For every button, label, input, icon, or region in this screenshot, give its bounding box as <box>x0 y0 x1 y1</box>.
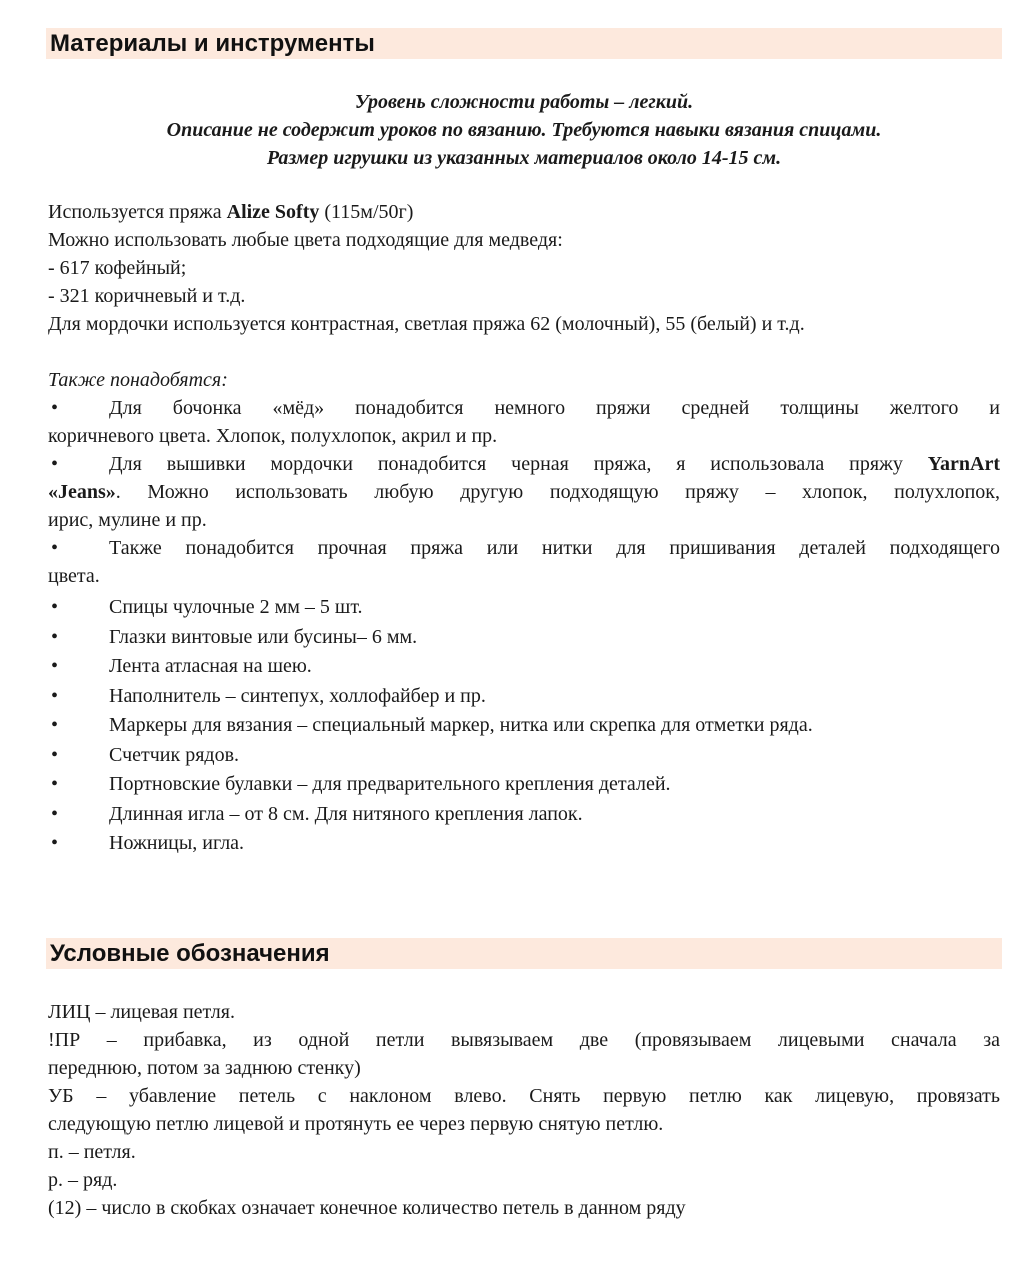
colors-intro: Можно использовать любые цвета подходящие для медведя: <box>48 229 563 251</box>
also-needed-block <box>48 366 1000 590</box>
yarn-info <box>48 198 1000 338</box>
yarn-prefix: Используется пряжа <box>48 201 227 223</box>
notation-continuation: следующую петлю лицевой и протянуть ее через первую снятую петлю. <box>48 1113 664 1135</box>
yarn-suffix: (115м/50г) <box>319 201 414 223</box>
list-item-text: Маркеры для вязания – специальный маркер, нитка или скрепка для отметки ряда. <box>109 714 813 736</box>
bullet-icon: • <box>51 684 59 707</box>
bullet-continuation: цвета. <box>48 565 100 587</box>
bullet-icon: • <box>51 625 59 648</box>
skills-note: Описание не содержит уроков по вязанию. Требуются навыки вязания спицами. <box>166 119 882 141</box>
bullet-text: Также понадобится прочная пряжа или нитки для пришивания деталей подходящего <box>109 537 1000 559</box>
bullet-text: Для бочонка «мёд» понадобится немного пряжи средней толщины желтого и <box>109 397 1000 419</box>
list-item-text: Лента атласная на шею. <box>109 655 312 677</box>
bullet-icon: • <box>51 596 59 618</box>
list-item <box>48 450 1000 478</box>
tools-list <box>48 593 1000 859</box>
notation-continuation: переднюю, потом за заднюю стенку) <box>48 1057 361 1079</box>
list-item <box>48 711 1000 741</box>
yarn-brand-jeans: «Jeans» <box>48 481 116 503</box>
list-item <box>48 623 1000 653</box>
list-item-text: Наполнитель – синтепух, холлофайбер и пр. <box>109 684 486 707</box>
list-item-text: Ножницы, игла. <box>109 832 245 854</box>
bullet-icon: • <box>51 537 59 559</box>
section-heading-materials: Материалы и инструменты <box>46 28 1002 59</box>
toy-size-note: Размер игрушки из указанных материалов около 14-15 см. <box>266 147 782 169</box>
list-item <box>48 593 1000 623</box>
list-item <box>48 770 1000 800</box>
bullet-icon: • <box>51 714 59 736</box>
list-item <box>48 741 1000 771</box>
bullet-text <box>109 450 1000 478</box>
intro-notes <box>46 88 1002 172</box>
notation-item: п. – петля. <box>48 1141 136 1163</box>
color-item: - 321 коричневый и т.д. <box>48 285 246 307</box>
bullet-text-part: . Можно использовать любую другую подходящую пряжу – хлопок, полухлопок, <box>115 481 1000 503</box>
bullet-icon: • <box>51 773 59 795</box>
notation-item: р. – ряд. <box>48 1169 118 1191</box>
also-needed-title: Также понадобятся: <box>48 369 228 391</box>
bullet-icon: • <box>51 743 59 766</box>
list-item-text: Счетчик рядов. <box>109 743 240 766</box>
notation-item: УБ – убавление петель с наклоном влево. Снять первую петлю как лицевую, провязать <box>48 1085 1000 1107</box>
yarn-line <box>48 198 1000 226</box>
notation-item: !ПР – прибавка, из одной петли вывязываем две (провязываем лицевыми сначала за <box>48 1029 1000 1051</box>
list-item <box>48 829 1000 859</box>
list-item-text: Длинная игла – от 8 см. Для нитяного крепления лапок. <box>109 802 583 825</box>
bullet-continuation <box>48 478 1000 506</box>
list-item <box>48 394 1000 422</box>
list-item-text: Глазки винтовые или бусины– 6 мм. <box>109 625 418 648</box>
yarn-brand-yarnart: YarnArt <box>927 453 1000 475</box>
bullet-continuation: ирис, мулине и пр. <box>48 509 207 531</box>
bullet-icon: • <box>51 655 59 677</box>
color-item: - 617 кофейный; <box>48 257 187 279</box>
section-heading-notation: Условные обозначения <box>46 938 1002 969</box>
notation-item: ЛИЦ – лицевая петля. <box>48 1001 235 1023</box>
bullet-icon: • <box>51 453 59 475</box>
list-item <box>48 682 1000 712</box>
notation-item: (12) – число в скобках означает конечное количество петель в данном ряду <box>48 1197 686 1219</box>
bullet-icon: • <box>51 802 59 825</box>
list-item <box>48 800 1000 830</box>
bullet-icon: • <box>51 832 59 854</box>
list-item-text: Спицы чулочные 2 мм – 5 шт. <box>109 596 363 618</box>
notation-list <box>48 998 1000 1222</box>
list-item-text: Портновские булавки – для предварительного крепления деталей. <box>109 773 671 795</box>
muzzle-yarn: Для мордочки используется контрастная, светлая пряжа 62 (молочный), 55 (белый) и т.д. <box>48 313 805 335</box>
difficulty-level: Уровень сложности работы – легкий. <box>354 91 694 113</box>
list-item <box>48 534 1000 562</box>
bullet-continuation: коричневого цвета. Хлопок, полухлопок, акрил и пр. <box>48 425 498 447</box>
list-item <box>48 652 1000 682</box>
bullet-icon: • <box>51 397 59 419</box>
bullet-text-part: Для вышивки мордочки понадобится черная пряжа, я использовала пряжу <box>109 453 928 475</box>
yarn-brand: Alize Softy <box>226 201 320 223</box>
